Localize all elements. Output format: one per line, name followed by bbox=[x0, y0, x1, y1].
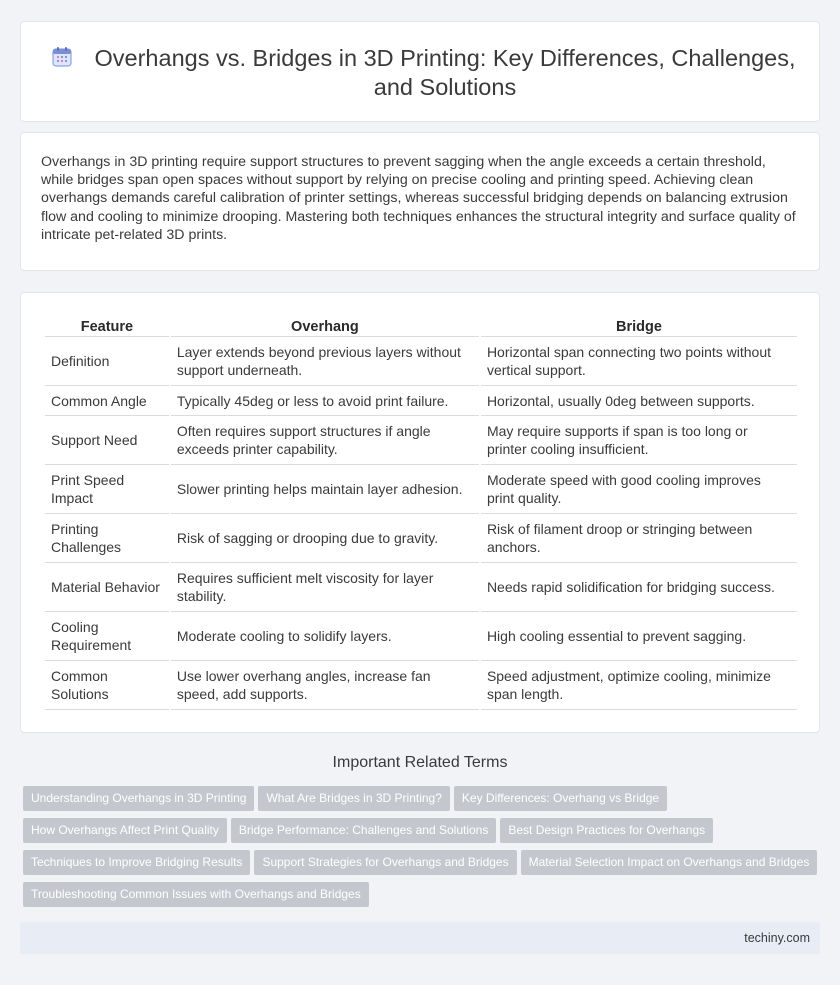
related-term-tag[interactable]: Understanding Overhangs in 3D Printing bbox=[23, 786, 254, 811]
related-term-tag[interactable]: Techniques to Improve Bridging Results bbox=[23, 850, 250, 875]
related-term-tag[interactable]: Material Selection Impact on Overhangs and Bridges bbox=[521, 850, 818, 875]
tag-row bbox=[23, 818, 823, 850]
overhang-cell: Risk of sagging or drooping due to gravity. bbox=[171, 514, 479, 563]
related-term-tag[interactable]: Key Differences: Overhang vs Bridge bbox=[454, 786, 667, 811]
title-wrap bbox=[61, 44, 799, 102]
related-term-tag[interactable]: What Are Bridges in 3D Printing? bbox=[258, 786, 449, 811]
bridge-cell: May require supports if span is too long or printer cooling insufficient. bbox=[481, 416, 797, 465]
overhang-cell: Often requires support structures if angle exceeds printer capability. bbox=[171, 416, 479, 465]
footer-bar bbox=[20, 922, 820, 954]
feature-cell: Definition bbox=[45, 337, 169, 386]
comparison-table bbox=[43, 315, 799, 710]
tag-row bbox=[23, 882, 823, 914]
table-row bbox=[45, 612, 797, 661]
table-row bbox=[45, 337, 797, 386]
comparison-table-card bbox=[20, 292, 820, 733]
bridge-cell: Horizontal, usually 0deg between supports. bbox=[481, 386, 797, 416]
related-term-tag[interactable]: Troubleshooting Common Issues with Overhangs and Bridges bbox=[23, 882, 369, 907]
bridge-cell: High cooling essential to prevent sagging. bbox=[481, 612, 797, 661]
overhang-cell: Use lower overhang angles, increase fan speed, add supports. bbox=[171, 661, 479, 710]
table-row bbox=[45, 563, 797, 612]
header-card bbox=[20, 21, 820, 122]
related-terms-tags bbox=[23, 786, 823, 914]
feature-cell: Printing Challenges bbox=[45, 514, 169, 563]
feature-cell: Common Angle bbox=[45, 386, 169, 416]
bridge-cell: Risk of filament droop or stringing between anchors. bbox=[481, 514, 797, 563]
bridge-cell: Moderate speed with good cooling improves print quality. bbox=[481, 465, 797, 514]
feature-cell: Print Speed Impact bbox=[45, 465, 169, 514]
table-row bbox=[45, 386, 797, 416]
related-term-tag[interactable]: Bridge Performance: Challenges and Solutions bbox=[231, 818, 496, 843]
feature-cell: Support Need bbox=[45, 416, 169, 465]
table-row bbox=[45, 465, 797, 514]
overhang-cell: Moderate cooling to solidify layers. bbox=[171, 612, 479, 661]
table-row bbox=[45, 514, 797, 563]
related-terms-heading: Important Related Terms bbox=[332, 754, 508, 771]
intro-card bbox=[20, 132, 820, 271]
overhang-cell: Layer extends beyond previous layers without support underneath. bbox=[171, 337, 479, 386]
intro-paragraph: Overhangs in 3D printing require support structures to prevent sagging when the angle exceeds a certain threshold, while bridges span open spaces without support by relying on precise cooling and printing speed. Achieving clean overhangs demands careful calibration of printer settings, whereas successful bridging depends on balancing extrusion flow and cooling to minimize drooping. Mastering both techniques enhances the structural integrity and surface quality of intricate pet-related 3D prints. bbox=[41, 154, 796, 243]
column-header-bridge: Bridge bbox=[481, 315, 797, 337]
bridge-cell: Needs rapid solidification for bridging success. bbox=[481, 563, 797, 612]
related-term-tag[interactable]: Best Design Practices for Overhangs bbox=[500, 818, 713, 843]
feature-cell: Material Behavior bbox=[45, 563, 169, 612]
table-row bbox=[45, 416, 797, 465]
bridge-cell: Speed adjustment, optimize cooling, minimize span length. bbox=[481, 661, 797, 710]
overhang-cell: Requires sufficient melt viscosity for layer stability. bbox=[171, 563, 479, 612]
page-title: Overhangs vs. Bridges in 3D Printing: Key Differences, Challenges, and Solutions bbox=[94, 45, 796, 100]
feature-cell: Cooling Requirement bbox=[45, 612, 169, 661]
related-term-tag[interactable]: Support Strategies for Overhangs and Bridges bbox=[254, 850, 516, 875]
bridge-cell: Horizontal span connecting two points without vertical support. bbox=[481, 337, 797, 386]
related-term-tag[interactable]: How Overhangs Affect Print Quality bbox=[23, 818, 227, 843]
tag-row bbox=[23, 850, 823, 882]
overhang-cell: Typically 45deg or less to avoid print failure. bbox=[171, 386, 479, 416]
table-row bbox=[45, 661, 797, 710]
footer-site-link[interactable]: techiny.com bbox=[744, 931, 810, 945]
feature-cell: Common Solutions bbox=[45, 661, 169, 710]
overhang-cell: Slower printing helps maintain layer adhesion. bbox=[171, 465, 479, 514]
column-header-overhang: Overhang bbox=[171, 315, 479, 337]
table-header-row bbox=[45, 315, 797, 337]
tag-row bbox=[23, 786, 823, 818]
column-header-feature: Feature bbox=[45, 315, 169, 337]
